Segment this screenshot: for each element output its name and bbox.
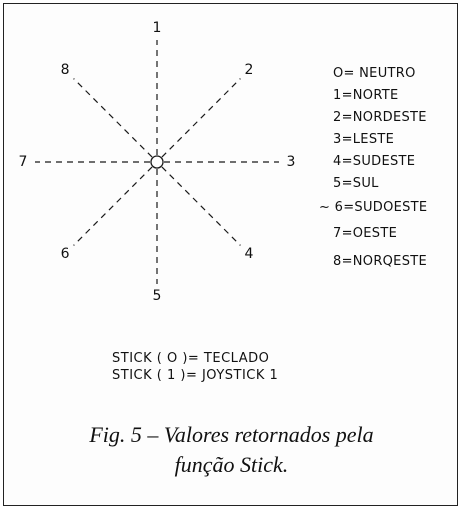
direction-number-5: 5: [152, 288, 162, 304]
figure-caption: [0, 420, 463, 480]
legend-item-0: O= NEUTRO: [333, 66, 416, 81]
stick-info: [112, 350, 278, 384]
legend-item-1: 1=NORTE: [333, 88, 399, 103]
caption-line-1: Fig. 5 – Valores retornados pela: [89, 422, 374, 447]
direction-line-4: [162, 167, 241, 246]
direction-number-3: 3: [286, 154, 296, 170]
direction-line-2: [162, 79, 241, 158]
legend-item-2: 2=NORDESTE: [333, 110, 427, 125]
direction-line-6: [74, 167, 153, 246]
legend-item-4: 4=SUDESTE: [333, 154, 416, 169]
caption-line-2: função Stick.: [174, 452, 289, 477]
stick-line-joystick: STICK ( 1 )= JOYSTICK 1: [112, 368, 279, 383]
direction-number-7: 7: [18, 154, 28, 170]
direction-number-4: 4: [244, 245, 254, 262]
direction-number-8: 8: [60, 62, 70, 79]
direction-number-6: 6: [60, 245, 70, 262]
legend-item-6: ~ 6=SUDOESTE: [319, 200, 428, 215]
legend-item-7: 7=OESTE: [333, 226, 398, 241]
stick-line-keyboard: STICK ( O )= TECLADO: [112, 351, 270, 366]
neutral-center-circle: [151, 156, 163, 168]
direction-number-1: 1: [152, 20, 162, 36]
legend-item-5: 5=SUL: [333, 176, 379, 191]
direction-line-8: [74, 79, 153, 158]
direction-number-2: 2: [244, 62, 254, 79]
legend-item-8: 8=NORQESTE: [333, 254, 428, 269]
legend-item-3: 3=LESTE: [333, 132, 395, 147]
